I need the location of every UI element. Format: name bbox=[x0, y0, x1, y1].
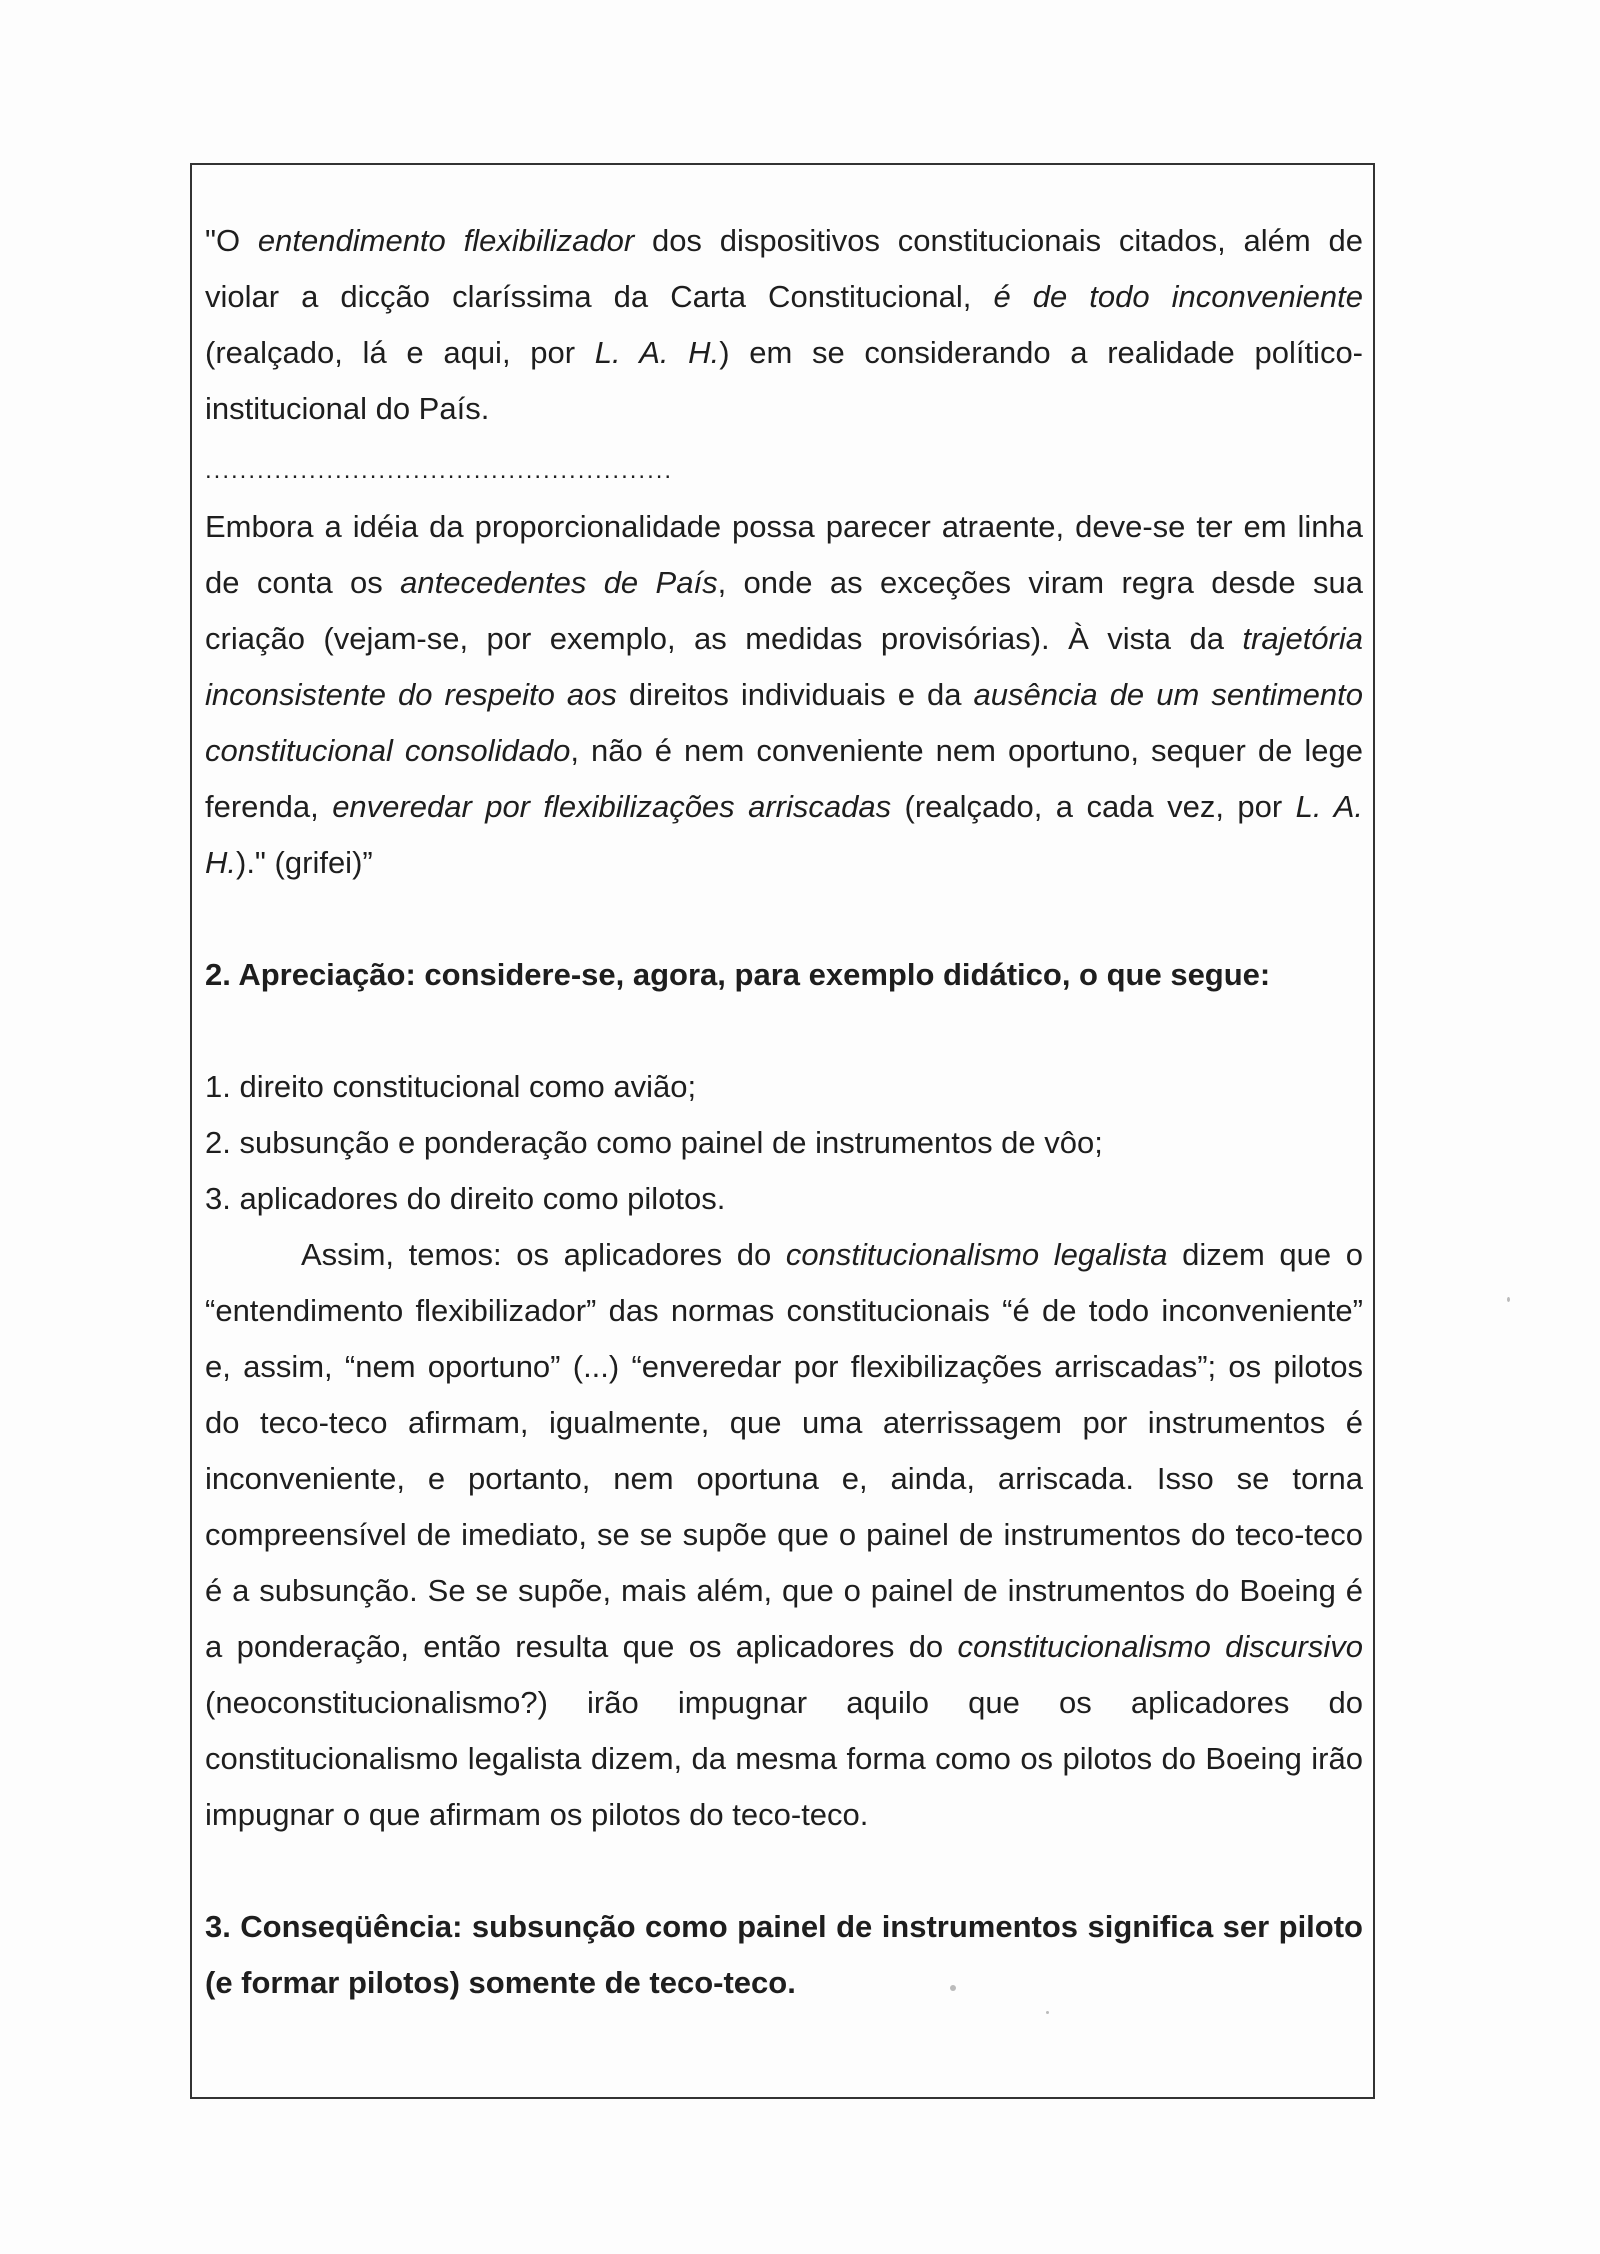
section-3-heading: 3. Conseqüência: subsunção como painel de instrumentos significa ser piloto (e formar pilotos) somente de teco-teco. bbox=[205, 1909, 1363, 2000]
italic-run: constitucionalismo legalista bbox=[785, 1237, 1168, 1272]
text-run: dizem que o “entendimento flexibilizador” das normas constitucionais “é de todo inconveniente” e, assim, “nem oportuno” (...) “enveredar por flexibilizações arriscadas”; os pilotos do teco-teco afirmam, igualmente, que uma aterrissagem por instrumentos é inconveniente, e portanto, nem oportuna e, ainda, arriscada. Isso se torna compreensível de imediato, se se supõe que o painel de instrumentos do teco-teco é a subsunção. Se se supõe, mais além, que o painel de instrumentos do Boeing é a ponderação, então resulta que os aplicadores do bbox=[205, 1237, 1363, 1664]
spacer bbox=[205, 1003, 1363, 1059]
spacer bbox=[205, 891, 1363, 947]
italic-run: L. A. H. bbox=[205, 789, 1364, 880]
text-run: )." (grifei)” bbox=[236, 845, 373, 880]
text-run: direitos individuais e da bbox=[616, 677, 974, 712]
italic-run: antecedentes de País bbox=[400, 565, 718, 600]
text-run: (neoconstitucionalismo?) irão impugnar aquilo que os aplicadores do constitucionalismo legalista dizem, da mesma forma como os pilotos do Boeing irão impugnar o que afirmam os pilotos do teco-teco. bbox=[205, 1685, 1363, 1832]
text-run: "O bbox=[205, 223, 258, 258]
text-run: Embora a idéia da proporcionalidade possa parecer atraente, deve-se ter em linha de conta os bbox=[205, 509, 1363, 600]
document-body bbox=[205, 213, 1363, 2011]
scan-speck bbox=[950, 1985, 956, 1991]
section-2-body bbox=[205, 1227, 1363, 1843]
quote-paragraph-1 bbox=[205, 213, 1363, 437]
italic-run: é de todo inconveniente bbox=[993, 279, 1363, 314]
italic-run: entendimento flexibilizador bbox=[257, 223, 635, 258]
ellipsis-separator: ...................................................... bbox=[205, 457, 674, 484]
list-item: 2. subsunção e ponderação como painel de instrumentos de vôo; bbox=[205, 1125, 1103, 1160]
scan-speck bbox=[1046, 2011, 1049, 2014]
italic-run: constitucionalismo discursivo bbox=[957, 1629, 1363, 1664]
text-run: (realçado, a cada vez, por bbox=[891, 789, 1296, 824]
italic-run: ausência de um sentimento constitucional consolidado bbox=[205, 677, 1363, 768]
text-run: , não é nem conveniente nem oportuno, sequer de lege ferenda, bbox=[205, 733, 1363, 824]
section-2-heading: 2. Apreciação: considere-se, agora, para exemplo didático, o que segue: bbox=[205, 957, 1271, 992]
text-run: (realçado, lá e aqui, por bbox=[205, 335, 595, 370]
italic-run: trajetória inconsistente do respeito aos bbox=[205, 621, 1363, 712]
list-item: 1. direito constitucional como avião; bbox=[205, 1069, 697, 1104]
spacer bbox=[205, 1843, 1363, 1899]
scan-speck bbox=[1507, 1297, 1510, 1302]
text-run: Assim, temos: os aplicadores do bbox=[301, 1237, 786, 1272]
text-run: dos dispositivos constitucionais citados, além de violar a dicção claríssima da Carta Constitucional, bbox=[205, 223, 1363, 314]
italic-run: L. A. H. bbox=[594, 335, 720, 370]
quote-paragraph-2 bbox=[205, 499, 1363, 891]
text-run: , onde as exceções viram regra desde sua criação (vejam-se, por exemplo, as medidas provisórias). À vista da bbox=[205, 565, 1364, 656]
italic-run: enveredar por flexibilizações arriscadas bbox=[332, 789, 892, 824]
text-run: ) em se considerando a realidade político-institucional do País. bbox=[205, 335, 1364, 426]
list-item: 3. aplicadores do direito como pilotos. bbox=[205, 1181, 726, 1216]
